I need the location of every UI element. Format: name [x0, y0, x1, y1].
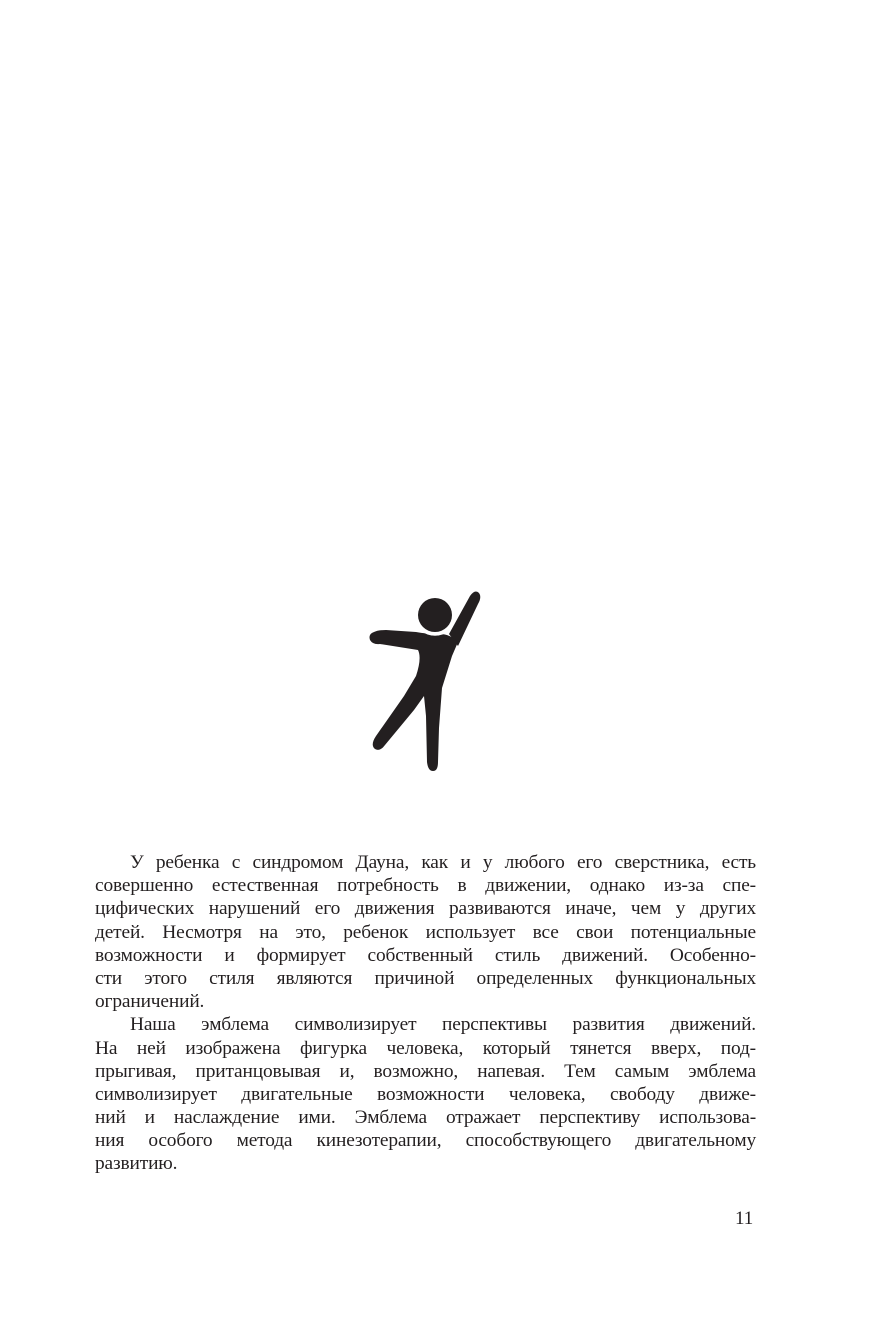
text-line: детей. Несмотря на это, ребенок использует все свои потенциальные: [95, 921, 756, 943]
text-line: прыгивая, пританцовывая и, возможно, напевая. Тем самым эмблема: [95, 1060, 756, 1082]
text-line: развитию.: [95, 1153, 178, 1175]
text-line: ния особого метода кинезотерапии, способствующего двигательному: [95, 1130, 756, 1152]
page-number: 11: [735, 1208, 754, 1229]
paragraph-down-syndrome-movement: [95, 851, 756, 1013]
paragraph-emblem-meaning: [95, 1013, 756, 1175]
text-line: символизирует двигательные возможности человека, свободу движе-: [95, 1083, 756, 1105]
text-line: совершенно естественная потребность в движении, однако из-за спе-: [95, 875, 756, 897]
text-line: На ней изображена фигурка человека, который тянется вверх, под-: [95, 1037, 756, 1059]
text-line: сти этого стиля являются причиной определенных функциональных: [95, 967, 756, 989]
text-line: ний и наслаждение ими. Эмблема отражает перспективу использова-: [95, 1107, 756, 1129]
text-line: ограничений.: [95, 991, 205, 1013]
dancing-figure-icon: [366, 588, 486, 774]
text-line: Наша эмблема символизирует перспективы развития движений.: [130, 1014, 756, 1036]
text-line: цифических нарушений его движения развиваются иначе, чем у других: [95, 898, 756, 920]
text-line: возможности и формирует собственный стиль движений. Особенно-: [95, 944, 756, 966]
text-line: У ребенка с синдромом Дауна, как и у любого его сверстника, есть: [130, 852, 756, 873]
body-text: [95, 851, 756, 1176]
